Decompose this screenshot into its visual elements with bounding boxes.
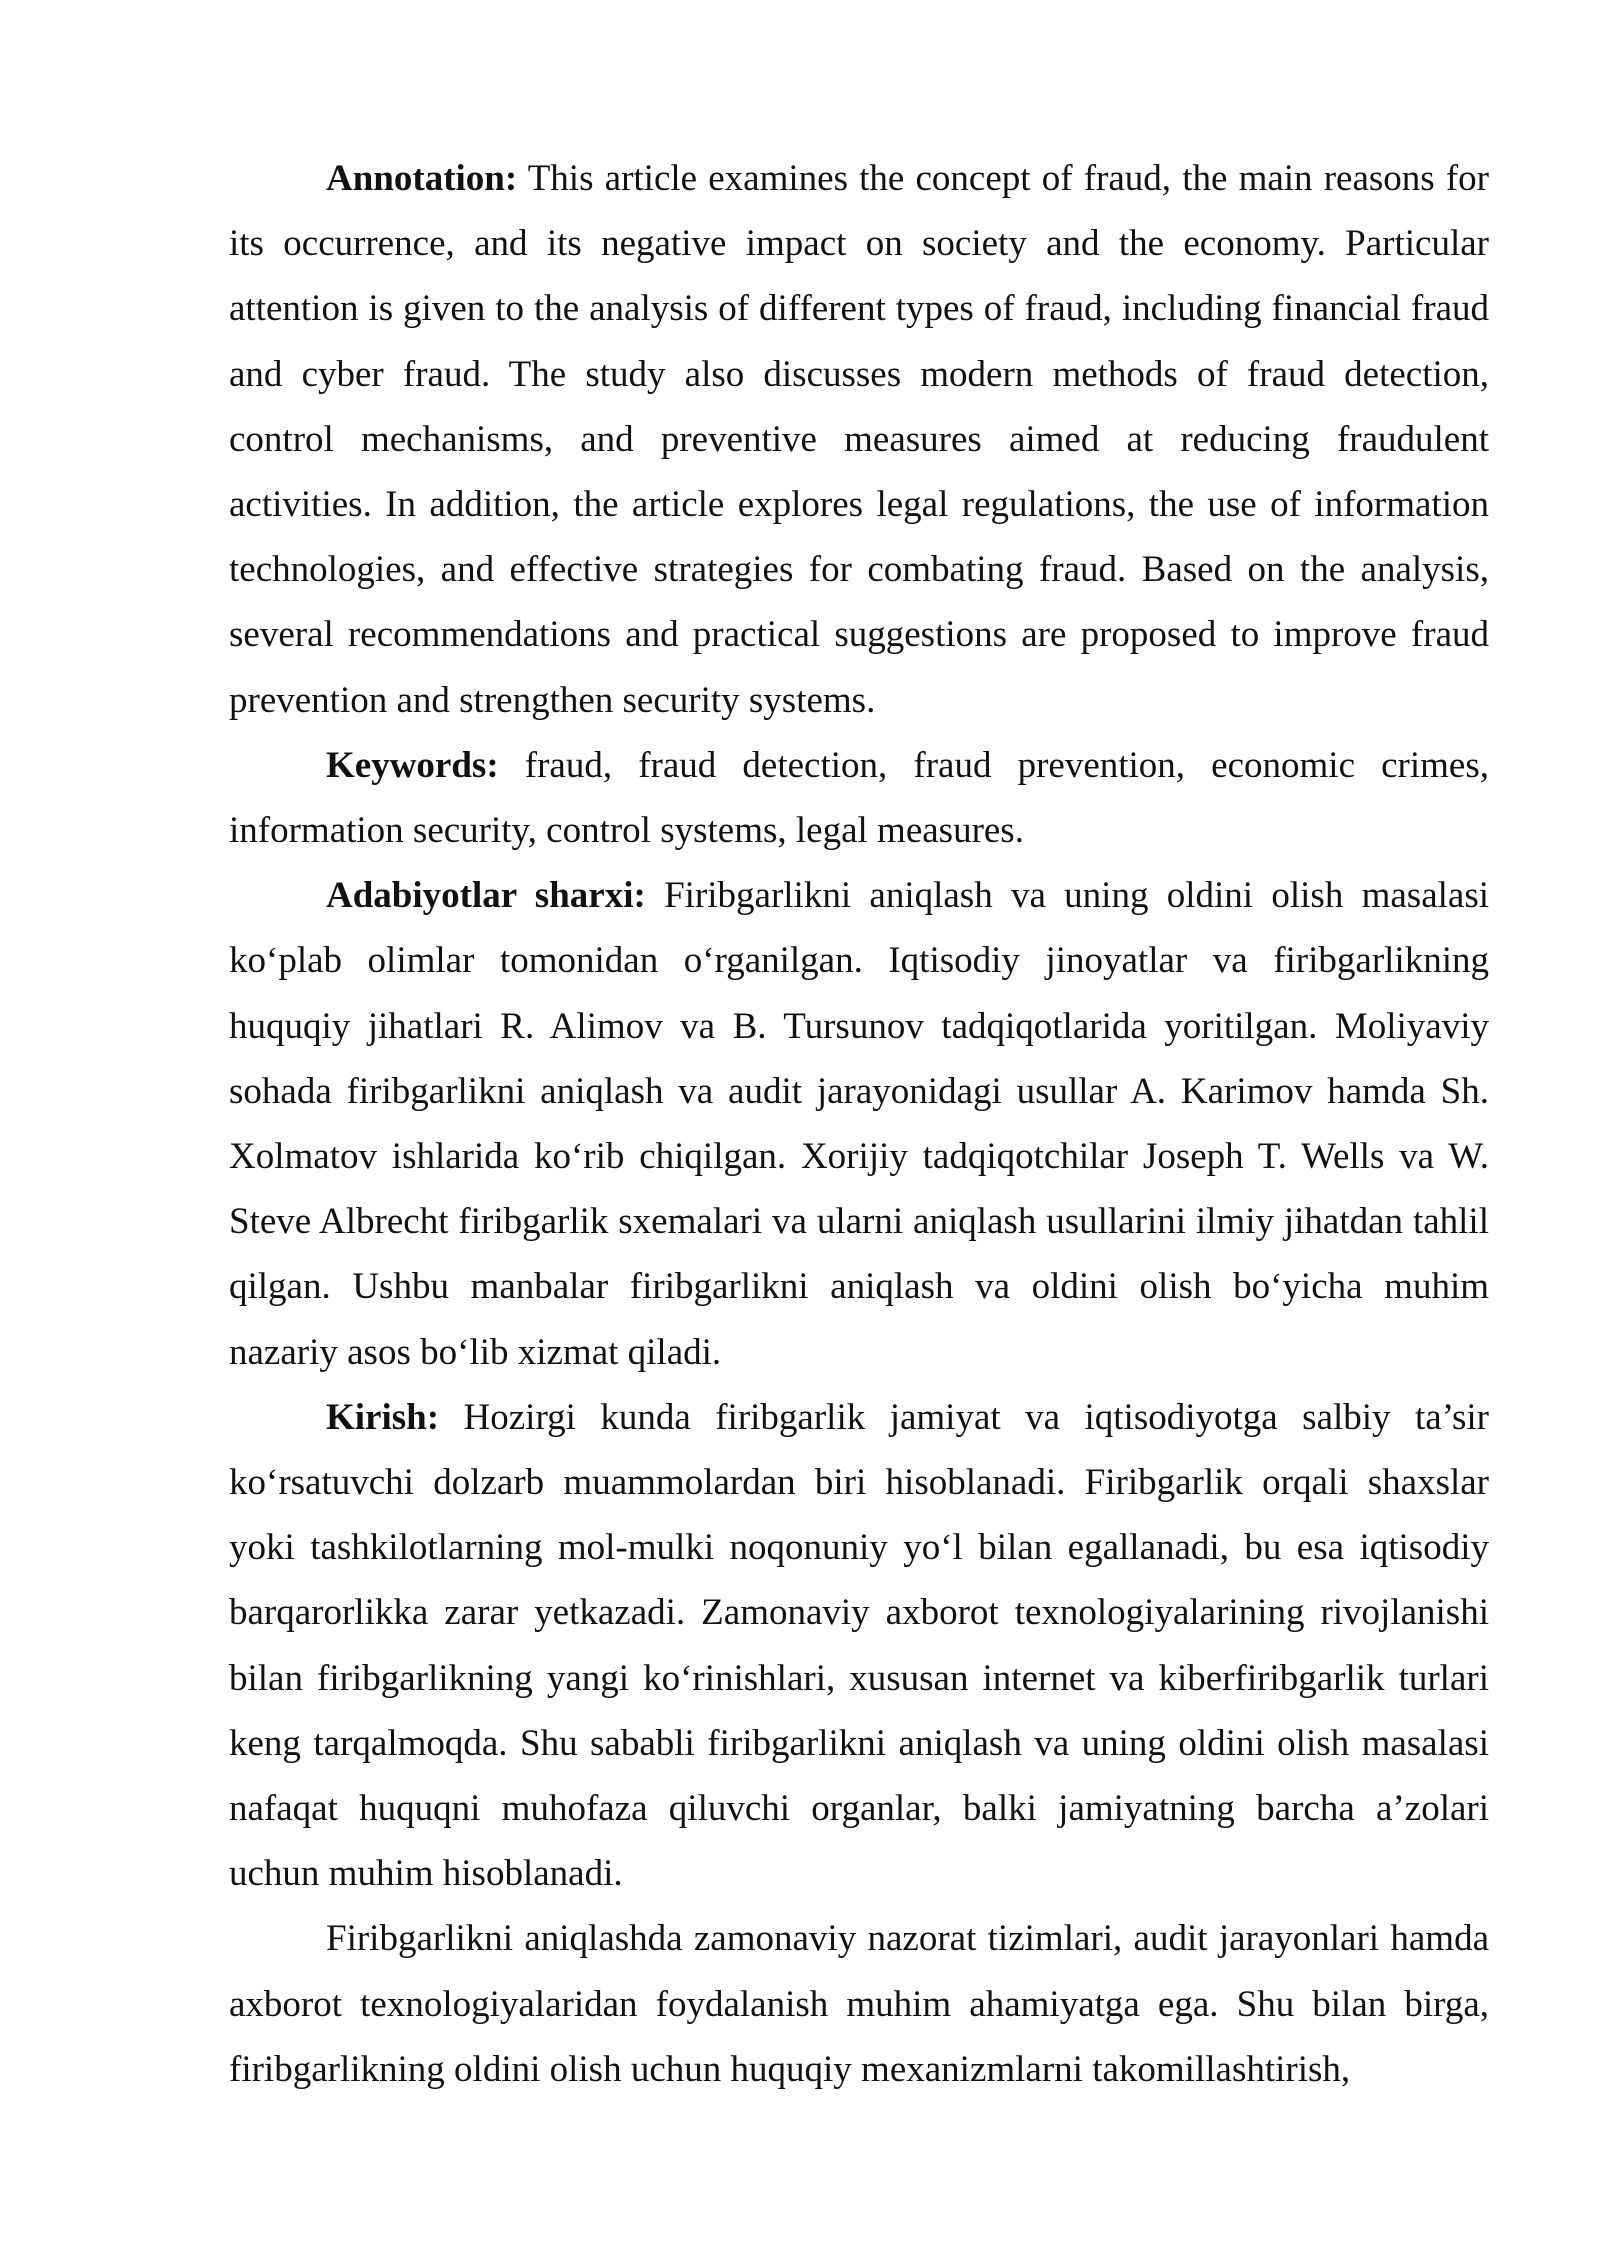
keywords-label: Keywords: xyxy=(326,744,499,786)
annotation-label: Annotation: xyxy=(326,158,518,199)
annotation-text: This article examines the concept of fraud, the main reasons for its occurrence, and its negative impact on society and the economy. Particular attention is given to the analysis of different types of fraud, including financial fraud and cyber fraud. The study also discusses modern methods of fraud detection, control mechanisms, and preventive measures aimed at reducing fraudulent activities. In addition, the article explores legal regulations, the use of information technologies, and effective strategies for combating fraud. Based on the analysis, several recommendations and practical suggestions are proposed to improve fraud prevention and strengthen security systems. xyxy=(229,158,1489,721)
introduction-label: Kirish: xyxy=(326,1396,440,1438)
literature-review-paragraph xyxy=(229,863,1489,1385)
introduction-text: Hozirgi kunda firibgarlik jamiyat va iqtisodiyotga salbiy ta’sir koʻrsatuvchi dolzarb muammolardan biri hisoblanadi. Firibgarlik orqali shaxslar yoki tashkilotlarning mol-mulki noqonuniy yoʻl bilan egallanadi, bu esa iqtisodiy barqarorlikka zarar yetkazadi. Zamonaviy axborot texnologiyalarining rivojlanishi bilan firibgarlikning yangi koʻrinishlari, xususan internet va kiberfiribgarlik turlari keng tarqalmoqda. Shu sababli firibgarlikni aniqlash va uning oldini olish masalasi nafaqat huquqni muhofaza qiluvchi organlar, balki jamiyatning barcha a’zolari uchun muhim hisoblanadi. xyxy=(229,1396,1489,1895)
introduction-paragraph xyxy=(229,1385,1489,1907)
keywords-paragraph xyxy=(229,733,1489,863)
body-paragraph-text: Firibgarlikni aniqlashda zamonaviy nazorat tizimlari, audit jarayonlari hamda axborot texnologiyalaridan foydalanish muhim ahamiyatga ega. Shu bilan birga, firibgarlikning oldini olish uchun huquqiy mexanizmlarni takomillashtirish, xyxy=(229,1918,1489,2090)
keywords-text: fraud, fraud detection, fraud prevention, economic crimes, information security, control systems, legal measures. xyxy=(229,744,1489,852)
document-page xyxy=(229,146,1489,2102)
literature-review-text: Firibgarlikni aniqlash va uning oldini olish masalasi koʻplab olimlar tomonidan oʻrganilgan. Iqtisodiy jinoyatlar va firibgarlikning huquqiy jihatlari R. Alimov va B. Tursunov tadqiqotlarida yoritilgan. Moliyaviy sohada firibgarlikni aniqlash va audit jarayonidagi usullar A. Karimov hamda Sh. Xolmatov ishlarida koʻrib chiqilgan. Xorijiy tadqiqotchilar Joseph T. Wells va W. Steve Albrecht firibgarlik sxemalari va ularni aniqlash usullarini ilmiy jihatdan tahlil qilgan. Ushbu manbalar firibgarlikni aniqlash va oldini olish boʻyicha muhim nazariy asos boʻlib xizmat qiladi. xyxy=(229,875,1490,1373)
annotation-paragraph xyxy=(229,146,1489,733)
literature-review-label: Adabiyotlar sharxi: xyxy=(326,875,646,917)
body-paragraph xyxy=(229,1906,1489,2102)
